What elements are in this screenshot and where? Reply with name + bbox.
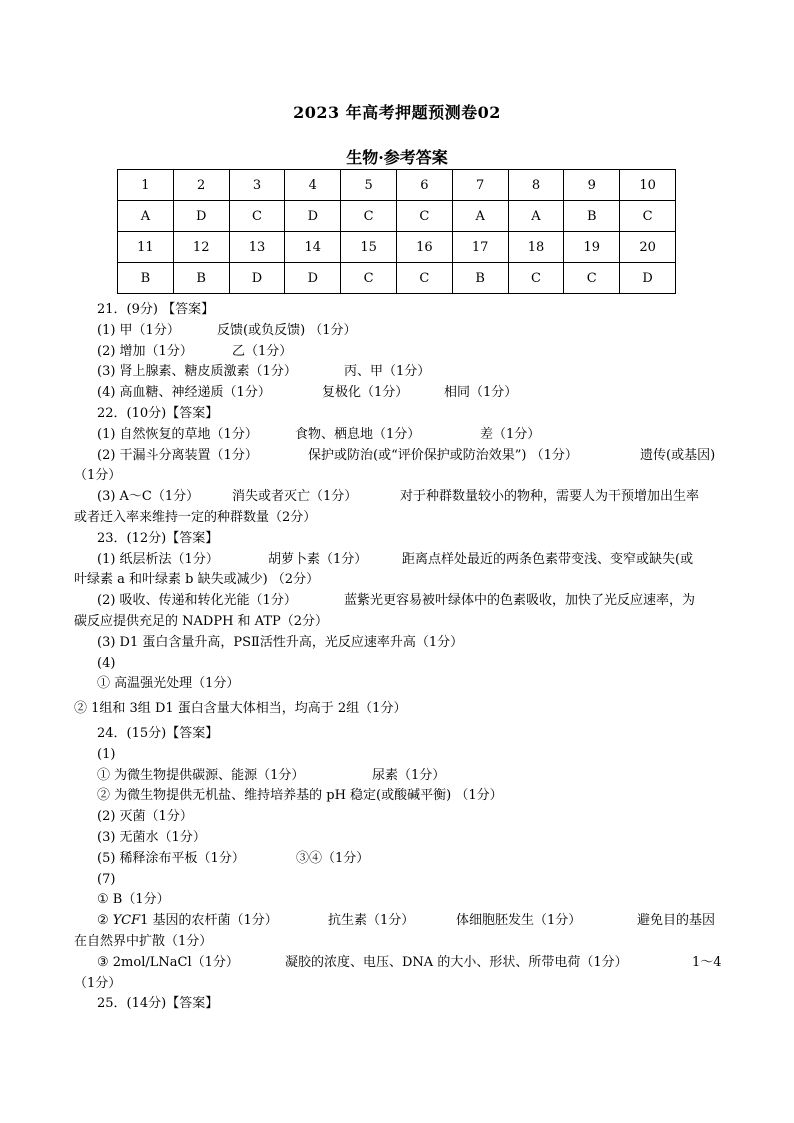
answer-table-cell: 6 bbox=[396, 170, 452, 201]
q24-line-4: (2) 灭菌（1分） bbox=[97, 809, 193, 825]
answer-table-cell: 4 bbox=[285, 170, 341, 201]
answer-table-cell: 7 bbox=[452, 170, 508, 201]
q24-line-11: ③ 2mol/LNaCl（1分） 凝胶的浓度、电压、DNA 的大小、形状、所带电荷（1分） 1～4 bbox=[97, 954, 722, 970]
answer-table-cell: 14 bbox=[285, 232, 341, 263]
q23-line-5: ① 高温强光处理（1分） bbox=[97, 676, 240, 692]
answer-table-row bbox=[118, 263, 676, 294]
answer-table-cell: D bbox=[229, 263, 285, 294]
answer-table-cell: C bbox=[620, 201, 676, 232]
q24-line-10: 在自然界中扩散（1分） bbox=[74, 933, 213, 949]
q22-heading: 22．(10分)【答案】 bbox=[97, 405, 219, 421]
answer-table-cell: C bbox=[396, 263, 452, 294]
q24-line-7: (7) bbox=[97, 871, 116, 887]
page-subtitle: 生物·参考答案 bbox=[346, 148, 448, 167]
answer-table-cell: C bbox=[341, 263, 397, 294]
q22-line-3b: 或者迁入率来维持一定的种群数量（2分） bbox=[74, 509, 317, 525]
answer-table-cell: 11 bbox=[118, 232, 174, 263]
answer-table-cell: 5 bbox=[341, 170, 397, 201]
q24-line-3: ② 为微生物提供无机盐、维持培养基的 pH 稳定(或酸碱平衡) （1分） bbox=[97, 788, 503, 804]
q23-line-1b: 叶绿素 a 和叶绿素 b 缺失或减少) （2分） bbox=[74, 572, 320, 588]
answer-table-cell: A bbox=[508, 201, 564, 232]
answer-body bbox=[74, 300, 724, 1015]
answer-table-cell: B bbox=[452, 263, 508, 294]
answer-table-row bbox=[118, 201, 676, 232]
answer-table-cell: B bbox=[173, 263, 229, 294]
answer-table-cell: C bbox=[564, 263, 620, 294]
q25-heading: 25．(14分)【答案】 bbox=[97, 996, 219, 1012]
answer-table-cell: D bbox=[173, 201, 229, 232]
answer-table-cell: C bbox=[341, 201, 397, 232]
q24-heading: 24．(15分)【答案】 bbox=[97, 725, 219, 741]
answer-table-row bbox=[118, 170, 676, 201]
q24-line-5: (3) 无菌水（1分） bbox=[97, 829, 206, 845]
answer-table-cell: 3 bbox=[229, 170, 285, 201]
q21-heading: 21．(9分) 【答案】 bbox=[97, 302, 215, 317]
answer-table-cell: B bbox=[564, 201, 620, 232]
q21-line-3: (3) 肾上腺素、糖皮质激素（1分） 丙、甲（1分） bbox=[97, 364, 431, 380]
q24-line-6: (5) 稀释涂布平板（1分） ③④（1分） bbox=[97, 850, 370, 866]
answer-table-cell: 1 bbox=[118, 170, 174, 201]
answer-table-cell: 17 bbox=[452, 232, 508, 263]
answer-table-cell: 19 bbox=[564, 232, 620, 263]
answer-table-cell: 2 bbox=[173, 170, 229, 201]
q23-line-6: ② 1组和 3组 D1 蛋白含量大体相当，均高于 2组（1分） bbox=[74, 701, 407, 717]
answer-table-cell: 16 bbox=[396, 232, 452, 263]
q23-line-2: (2) 吸收、传递和转化光能（1分） 蓝紫光更容易被叶绿体中的色素吸收，加快了光反应速率，为 bbox=[97, 593, 696, 609]
q24-line-8: ① B（1分） bbox=[97, 892, 170, 908]
q22-line-2b: （1分） bbox=[74, 468, 122, 484]
q24-line-1: (1) bbox=[97, 746, 116, 762]
q23-line-2b: 碳反应提供充足的 NADPH 和 ATP（2分） bbox=[74, 613, 329, 629]
q23-line-3: (3) D1 蛋白含量升高，PSⅡ活性升高，光反应速率升高（1分） bbox=[97, 634, 464, 650]
answer-table-cell: B bbox=[118, 263, 174, 294]
answer-table-cell: D bbox=[620, 263, 676, 294]
q21-line-1: (1) 甲（1分） 反馈(或负反馈) （1分） bbox=[97, 322, 357, 338]
answer-table-cell: D bbox=[285, 263, 341, 294]
answer-table-cell: 9 bbox=[564, 170, 620, 201]
answer-table-cell: 18 bbox=[508, 232, 564, 263]
q24-line-2: ① 为微生物提供碳源、能源（1分） 尿素（1分） bbox=[97, 767, 446, 783]
q23-line-4: (4) bbox=[97, 655, 116, 671]
answer-table-cell: A bbox=[118, 201, 174, 232]
page-title: 2023 年高考押题预测卷02 bbox=[293, 103, 501, 122]
q21-line-4: (4) 高血糖、神经递质（1分） 复极化（1分） 相同（1分） bbox=[97, 385, 518, 401]
answer-table-cell: A bbox=[452, 201, 508, 232]
q24-line-12: （1分） bbox=[74, 975, 122, 991]
answer-table-cell: 12 bbox=[173, 232, 229, 263]
answer-table-cell: C bbox=[396, 201, 452, 232]
q22-line-2: (2) 干漏斗分离装置（1分） 保护或防治(或“评价保护或防治效果”) （1分） 遗传(或基因) bbox=[97, 447, 716, 463]
answer-table-cell: 15 bbox=[341, 232, 397, 263]
q22-line-3: (3) A～C（1分） 消失或者灭亡（1分） 对于种群数量较小的物种，需要人为干预增加出生率 bbox=[97, 489, 700, 505]
answer-table bbox=[117, 169, 676, 294]
answer-table-cell: 13 bbox=[229, 232, 285, 263]
answer-table-cell: C bbox=[229, 201, 285, 232]
q23-line-1: (1) 纸层析法（1分） 胡萝卜素（1分） 距离点样处最近的两条色素带变浅、变窄或缺失(或 bbox=[97, 551, 694, 567]
q21-line-2: (2) 增加（1分） 乙（1分） bbox=[97, 343, 293, 359]
answer-table-row bbox=[118, 232, 676, 263]
q23-heading: 23．(12分)【答案】 bbox=[97, 530, 219, 546]
answer-table-cell: 10 bbox=[620, 170, 676, 201]
q24-line-9: ② YCF1 基因的农杆菌（1分） 抗生素（1分） 体细胞胚发生（1分） 避免目的基因 bbox=[97, 913, 716, 929]
answer-table-cell: C bbox=[508, 263, 564, 294]
answer-table-cell: 8 bbox=[508, 170, 564, 201]
answer-table-cell: 20 bbox=[620, 232, 676, 263]
answer-table-cell: D bbox=[285, 201, 341, 232]
q22-line-1: (1) 自然恢复的草地（1分） 食物、栖息地（1分） 差（1分） bbox=[97, 426, 541, 442]
